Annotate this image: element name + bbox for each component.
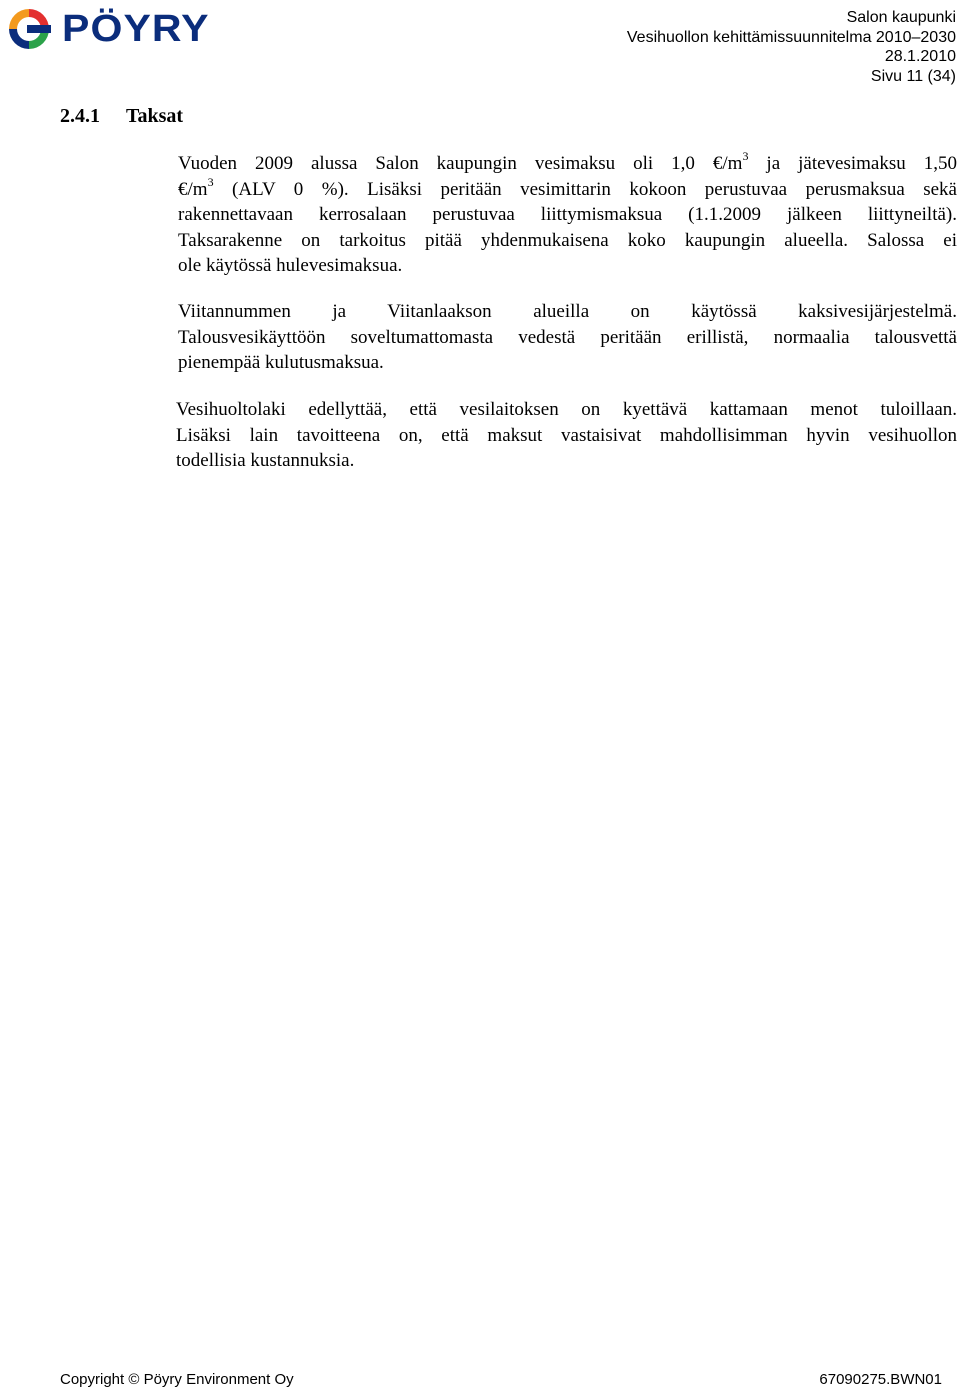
- client-name: Salon kaupunki: [846, 9, 956, 26]
- page-number: Sivu 11 (34): [870, 67, 956, 85]
- paragraph-line: [178, 151, 957, 177]
- paragraph-line: ole käytössä hulevesimaksua.: [178, 255, 403, 276]
- paragraph-line: Talousvesikäyttöön soveltumattomasta vedestä peritään erillistä, normaalia talousvettä: [178, 326, 957, 348]
- paragraph-line: Taksarakenne on tarkoitus pitää yhdenmukaisena koko kaupungin alueella. Salossa ei: [178, 229, 957, 251]
- paragraph-dual-water-system: [178, 299, 957, 376]
- logo-wordmark: PÖYRY: [62, 8, 210, 50]
- section-number: 2.4.1: [60, 105, 100, 127]
- document-title: Vesihuollon kehittämissuunnitelma 2010–2030: [626, 28, 956, 46]
- superscript: 3: [742, 149, 749, 163]
- poyry-logo-icon: [6, 6, 52, 52]
- paragraph-line: pienempää kulutusmaksua.: [178, 352, 384, 373]
- paragraph-line: Viitannummen ja Viitanlaakson alueilla on käytössä kaksivesijärjestelmä.: [178, 301, 957, 322]
- document-date: 28.1.2010: [884, 48, 956, 65]
- paragraph-line: Vesihuoltolaki edellyttää, että vesilaitoksen on kyettävä kattamaan menot tuloillaan.: [176, 399, 957, 420]
- paragraph-line: [178, 174, 957, 203]
- paragraph-water-fees: [178, 151, 957, 279]
- superscript: 3: [207, 174, 214, 189]
- footer-document-code: 67090275.BWN01: [819, 1371, 942, 1388]
- footer-copyright: Copyright © Pöyry Environment Oy: [60, 1371, 294, 1388]
- document-header: [627, 8, 956, 86]
- text-segment: Vuoden 2009 alussa Salon kaupungin vesimaksu oli 1,0 €/m: [178, 153, 743, 174]
- text-segment: €/m: [178, 178, 208, 200]
- section-heading: [60, 104, 183, 128]
- paragraph-line: rakennettavaan kerrosalaan perustuvaa liittymismaksua (1.1.2009 jälkeen liittyneiltä).: [178, 204, 957, 225]
- text-segment: ja jätevesimaksu 1,50: [748, 153, 958, 174]
- company-logo: [6, 4, 246, 54]
- paragraph-line: todellisia kustannuksia.: [176, 450, 355, 471]
- text-segment: (ALV 0 %). Lisäksi peritään vesimittarin kokoon perustuvaa perusmaksua sekä: [213, 178, 957, 200]
- paragraph-water-services-act: [176, 397, 957, 474]
- paragraph-line: Lisäksi lain tavoitteena on, että maksut vastaisivat mahdollisimman hyvin vesihuollon: [176, 424, 957, 446]
- section-title: Taksat: [126, 105, 184, 127]
